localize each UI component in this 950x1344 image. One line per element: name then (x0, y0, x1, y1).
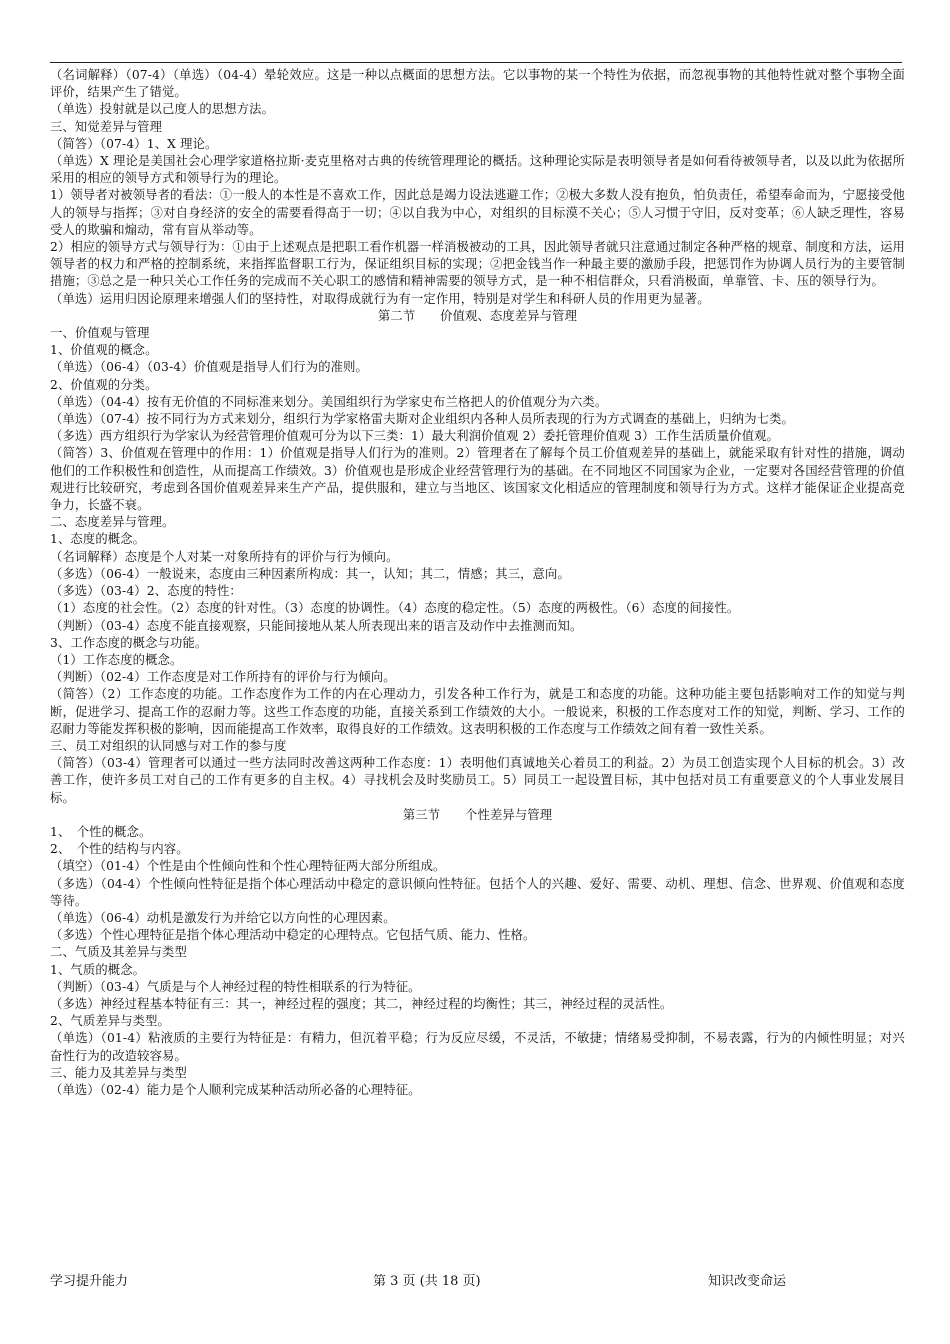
text-paragraph: 1）领导者对被领导者的看法：①一般人的本性是不喜欢工作，因此总是竭力设法逃避工作；②极大多数人没有抱负，怕负责任，希望奉命而为，宁愿接受他人的领导与指挥；③对自身经济的安全的需要看得高于一切；④以自我为中心，对组织的目标漠不关心；⑤人习惯于守旧，反对变革；⑥人缺乏理性，容易受人的欺骗和煽动，常有盲从举动等。 (50, 188, 905, 237)
text-paragraph: （简答）3、价值观在管理中的作用：1）价值观是指导人们行为的准则。2）管理者在了解每个员工价值观差异的基础上，就能采取有针对性的措施，调动他们的工作积极性和创造性，从而提高工作绩效。3）价值观也是形成企业经营管理行为的基础。在不同地区不同国家为企业，一定要对各国经营管理的价值观进行比较研究，考虑到各国价值观差异来生产产品，提供服和，建立与当地区、该国家文化相适应的管理制度和领导行为方式。这样才能保证企业提高竞争力，长盛不衰。 (50, 446, 905, 513)
text-paragraph: 3、工作态度的概念与功能。 (50, 635, 208, 650)
text-paragraph: （单选）（07-4）按不同行为方式来划分，组织行为学家格雷夫斯对企业组织内各种人员所表现的行为方式调查的基础上，归纳为七类。 (50, 412, 794, 427)
text-paragraph: （多选）个性心理特征是指个体心理活动中稳定的心理特点。它包括气质、能力、性格。 (50, 928, 536, 943)
text-paragraph: 1、 个性的概念。 (50, 824, 152, 839)
text-paragraph: （判断）（03-4）态度不能直接观察，只能间接地从某人所表现出来的语言及动作中去推测而知。 (50, 618, 583, 633)
text-paragraph: （多选）（04-4）个性倾向性特征是指个体心理活动中稳定的意识倾向性特征。包括个人的兴趣、爱好、需要、动机、理想、信念、世界观、价值观和态度等待。 (50, 876, 905, 908)
text-paragraph: （多选）（06-4）一般说来，态度由三种因素所构成：其一，认知；其二，情感；其三，意向。 (50, 566, 570, 581)
section-heading: 第二节 价值观、态度差异与管理 (377, 308, 578, 323)
text-paragraph: 三、能力及其差异与类型 (50, 1065, 187, 1080)
text-paragraph: （单选）投射就是以己度人的思想方法。 (50, 102, 275, 117)
text-paragraph: 一、价值观与管理 (50, 326, 150, 341)
text-paragraph: 二、态度差异与管理。 (50, 515, 175, 530)
text-paragraph: 三、知觉差异与管理 (50, 119, 163, 134)
page-footer (50, 1270, 905, 1290)
text-paragraph: 1、气质的概念。 (50, 962, 146, 977)
text-paragraph: 1、价值观的概念。 (50, 343, 158, 358)
text-paragraph: （简答）（07-4）1、X 理论。 (50, 136, 218, 151)
footer-right-text: 知识改变命运 (708, 1274, 787, 1289)
text-paragraph: （单选）（02-4）能力是个人顺利完成某种活动所必备的心理特征。 (50, 1082, 421, 1097)
text-paragraph: （单选）X 理论是美国社会心理学家道格拉斯·麦克里格对古典的传统管理理论的概括。这种理论实际是表明领导者是如何看待被领导者，以及以此为依据所采用的相应的领导方式和领导行为的理论。 (50, 154, 905, 186)
text-paragraph: （多选）神经过程基本特征有三：其一，神经过程的强度；其二，神经过程的均衡性；其三，神经过程的灵活性。 (50, 996, 673, 1011)
footer-left-text: 学习提升能力 (50, 1274, 129, 1289)
text-paragraph: （单选）（06-4）（03-4）价值观是指导人们行为的准则。 (50, 360, 368, 375)
text-paragraph: 三、员工对组织的认同感与对工作的参与度 (50, 738, 287, 753)
text-paragraph: （简答）（03-4）管理者可以通过一些方法同时改善这两种工作态度：1）表明他们真诚地关心着员工的利益。2）为员工创造实现个人目标的机会。3）改善工作，使许多员工对自己的工作有更多的自主权。4）寻找机会及时奖励员工。5）同员工一起设置目标，其中包括对员工有重要意义的个人事业发展目标。 (50, 756, 905, 805)
text-paragraph: 二、气质及其差异与类型 (50, 945, 187, 960)
text-paragraph: （多选）（03-4）2、态度的特性： (50, 584, 242, 599)
page-number: 第 3 页 (共 18 页) (373, 1274, 481, 1289)
text-paragraph: （多选）西方组织行为学家认为经营管理价值观可分为以下三类：1）最大利润价值观 2）委托管理价值观 3）工作生活质量价值观。 (50, 429, 780, 444)
text-paragraph: （名词解释）（07-4）（单选）（04-4）晕轮效应。这是一种以点概面的思想方法。它以事物的某一个特性为依据，而忽视事物的其他特性就对整个事物全面评价，结果产生了错觉。 (50, 68, 905, 100)
text-paragraph: （填空）（01-4）个性是由个性倾向性和个性心理特征两大部分所组成。 (50, 859, 446, 874)
text-paragraph: 2）相应的领导方式与领导行为：①由于上述观点是把职工看作机器一样消极被动的工具，因此领导者就只注意通过制定各种严格的规章、制度和方法，运用领导者的权力和严格的控制系统，来指挥监督职工行为，保证组织目标的实现；②把金钱当作一种最主要的激励手段，把惩罚作为协调人员行为的主要管制措施；③总之是一种只关心工作任务的完成而不关心职工的感情和精神需要的领导方式，是一种不相信群众，只看消极面，单靠管、卡、压的领导行为。 (50, 240, 905, 289)
text-paragraph: 2、 个性的结构与内容。 (50, 842, 189, 857)
text-paragraph: （1）工作态度的概念。 (50, 652, 183, 667)
text-paragraph: 1、态度的概念。 (50, 532, 146, 547)
text-paragraph: （名词解释）态度是个人对某一对象所持有的评价与行为倾向。 (50, 549, 399, 564)
text-paragraph: （1）态度的社会性。（2）态度的针对性。（3）态度的协调性。（4）态度的稳定性。（5）态度的两极性。（6）态度的间接性。 (50, 601, 740, 616)
text-paragraph: 2、气质差异与类型。 (50, 1014, 170, 1029)
text-paragraph: （判断）（02-4）工作态度是对工作所持有的评价与行为倾向。 (50, 670, 396, 685)
header-rule (50, 62, 902, 63)
text-paragraph: （单选）（04-4）按有无价值的不同标准来划分。美国组织行为学家史布兰格把人的价值观分为六类。 (50, 394, 608, 409)
text-paragraph: （单选）（06-4）动机是激发行为并给它以方向性的心理因素。 (50, 910, 396, 925)
text-paragraph: （简答）（2）工作态度的功能。工作态度作为工作的内在心理动力，引发各种工作行为，就是工和态度的功能。这种功能主要包括影响对工作的知觉与判断，促进学习、提高工作的忍耐力等。这些工作态度的功能，直接关系到工作绩效的大小。一般说来，积极的工作态度对工作的知觉，判断、学习、工作的忍耐力等能发挥积极的影响，因而能提高工作效率，取得良好的工作绩效。这表明积极的工作态度与工作绩效之间有着一致性关系。 (50, 687, 905, 736)
text-paragraph: （单选）（01-4）粘液质的主要行为特征是：有精力，但沉着平稳；行为反应尽缓，不灵活，不敏捷；情绪易受抑制，不易表露，行为的内倾性明显；对兴奋性行为的改造较容易。 (50, 1031, 905, 1063)
section-heading: 第三节 个性差异与管理 (402, 807, 553, 822)
document-body (50, 67, 905, 1099)
text-paragraph: （判断）（03-4）气质是与个人神经过程的特性相联系的行为特征。 (50, 979, 421, 994)
text-paragraph: 2、价值观的分类。 (50, 377, 158, 392)
text-paragraph: （单选）运用归因论原理来增强人们的坚持性，对取得成就行为有一定作用，特别是对学生和科研人员的作用更为显著。 (50, 291, 710, 306)
